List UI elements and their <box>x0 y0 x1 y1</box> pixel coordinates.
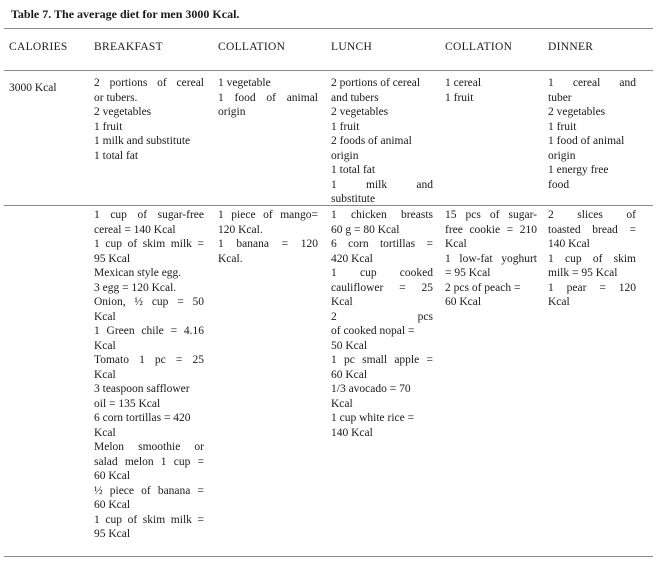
cell-line: = 95 Kcal <box>445 267 491 279</box>
header-collation-1: COLLATION <box>218 41 286 53</box>
cell-line: Kcal <box>331 296 353 308</box>
cell-line: 1 food of animal <box>548 135 625 147</box>
cell-line: 6 corn tortillas = <box>331 238 433 250</box>
lunch-foods <box>331 208 433 440</box>
cell-line: of cooked nopal = <box>331 325 415 337</box>
cell-line: Kcal <box>548 296 570 308</box>
cell-line: 3 egg = 120 Kcal. <box>94 281 177 294</box>
cell-line: 140 Kcal <box>331 426 373 439</box>
cell-line: 1 energy free <box>548 164 609 176</box>
cell-line: 60 Kcal <box>94 499 131 511</box>
cell-line: free cookie = 210 <box>445 223 537 236</box>
cell-line: origin <box>218 106 246 118</box>
collation-2-groups <box>445 76 537 105</box>
cell-line: food <box>548 178 570 191</box>
cell-line: 1 chicken breasts <box>331 209 433 221</box>
calories-value: 3000 Kcal <box>9 82 57 94</box>
cell-line: 2 pcs <box>331 310 433 323</box>
cell-line: Kcal <box>94 368 116 381</box>
cell-line: 2 portions of cereal <box>94 77 204 89</box>
header-rule <box>4 70 653 71</box>
cell-line: 420 Kcal <box>331 252 373 265</box>
dinner-groups <box>548 76 636 192</box>
cell-line: 1 food of animal <box>218 91 318 104</box>
cell-line: oil = 135 Kcal <box>94 397 161 410</box>
cell-line: Tomato 1 pc = 25 <box>94 354 204 366</box>
cell-line: 6 corn tortillas = 420 <box>94 412 191 424</box>
cell-line: 3 teaspoon safflower <box>94 383 190 395</box>
cell-line: Kcal <box>94 310 116 323</box>
cell-line: 1 banana = 120 <box>218 238 318 250</box>
cell-line: 1 cup white rice = <box>331 412 415 424</box>
cell-line: 1 pc small apple = <box>331 354 433 366</box>
cell-line: cauliflower = 25 <box>331 281 433 294</box>
cell-line: and tubers <box>331 91 379 104</box>
cell-line: ½ piece of banana = <box>94 484 204 497</box>
dinner-foods <box>548 208 636 310</box>
cell-line: 1 cup of sugar-free <box>94 209 204 221</box>
cell-line: 95 Kcal <box>94 252 131 265</box>
cell-line: 50 Kcal <box>331 339 368 352</box>
table-caption: Table 7. The average diet for men 3000 Kcal. <box>11 7 240 21</box>
cell-line: Kcal. <box>218 252 243 265</box>
header-lunch: LUNCH <box>331 41 373 53</box>
collation-1-groups <box>218 76 318 120</box>
cell-line: 1 fruit <box>94 120 123 133</box>
header-calories: CALORIES <box>9 41 68 53</box>
cell-line: substitute <box>331 193 376 205</box>
cell-line: 1 piece of mango= <box>218 209 318 221</box>
table-bottom-rule <box>4 556 653 557</box>
cell-line: cereal = 140 Kcal <box>94 223 176 236</box>
cell-line: Melon smoothie or <box>94 441 204 453</box>
cell-line: 2 vegetables <box>331 106 389 118</box>
cell-line: 1 cup of skim <box>548 252 636 265</box>
cell-line: 1 total fat <box>94 149 139 162</box>
cell-line: 1 fruit <box>548 120 577 133</box>
cell-line: 95 Kcal <box>94 528 131 540</box>
cell-line: 1 milk and substitute <box>94 135 191 147</box>
collation-2-foods <box>445 208 537 310</box>
cell-line: 60 g = 80 Kcal <box>331 223 400 236</box>
header-breakfast: BREAKFAST <box>94 41 163 53</box>
cell-line: 1 vegetable <box>218 77 271 89</box>
cell-line: 1 pear = 120 <box>548 281 636 294</box>
breakfast-foods <box>94 208 204 542</box>
cell-line: origin <box>548 149 576 162</box>
cell-line: 60 Kcal <box>94 470 131 482</box>
cell-line: Kcal <box>94 339 116 352</box>
lunch-groups <box>331 76 433 207</box>
cell-line: 2 slices of <box>548 209 636 221</box>
cell-line: origin <box>331 149 359 162</box>
cell-line: salad melon 1 cup = <box>94 455 204 468</box>
cell-line: 1 fruit <box>331 120 360 133</box>
cell-line: 60 Kcal <box>331 368 368 381</box>
cell-line: Onion, ½ cup = 50 <box>94 296 204 308</box>
cell-line: 1 low-fat yoghurt <box>445 252 537 265</box>
cell-line: tuber <box>548 91 572 104</box>
cell-line: 1/3 avocado = 70 <box>331 383 411 395</box>
breakfast-groups <box>94 76 204 163</box>
cell-line: 1 cereal <box>445 77 482 89</box>
cell-line: 1 milk and <box>331 178 433 191</box>
cell-line: 1 fruit <box>445 91 474 104</box>
cell-line: Kcal <box>445 238 467 250</box>
cell-line: 1 cup cooked <box>331 267 433 279</box>
cell-line: 120 Kcal. <box>218 223 263 236</box>
cell-line: 2 vegetables <box>548 106 606 118</box>
cell-line: 1 cereal and <box>548 77 636 89</box>
cell-line: Kcal <box>94 426 116 439</box>
cell-line: 1 cup of skim milk = <box>94 238 204 250</box>
cell-line: toasted bread = <box>548 223 636 236</box>
collation-1-foods <box>218 208 318 266</box>
cell-line: 2 foods of animal <box>331 135 412 147</box>
cell-line: 1 cup of skim milk = <box>94 513 204 526</box>
cell-line: 1 Green chile = 4.16 <box>94 325 204 337</box>
cell-line: 15 pcs of sugar- <box>445 209 537 221</box>
cell-line: 2 pcs of peach = <box>445 281 521 294</box>
cell-line: 140 Kcal <box>548 238 590 250</box>
cell-line: milk = 95 Kcal <box>548 267 618 279</box>
header-dinner: DINNER <box>548 41 594 53</box>
cell-line: 60 Kcal <box>445 296 482 308</box>
table-top-rule <box>4 28 653 29</box>
header-collation-2: COLLATION <box>445 41 513 53</box>
cell-line: 2 vegetables <box>94 106 152 118</box>
cell-line: 2 portions of cereal <box>331 77 421 89</box>
cell-line: Kcal <box>331 397 353 410</box>
row-divider-rule <box>4 205 653 206</box>
cell-line: or tubers. <box>94 91 138 104</box>
cell-line: 1 total fat <box>331 164 376 176</box>
cell-line: Mexican style egg. <box>94 267 182 279</box>
